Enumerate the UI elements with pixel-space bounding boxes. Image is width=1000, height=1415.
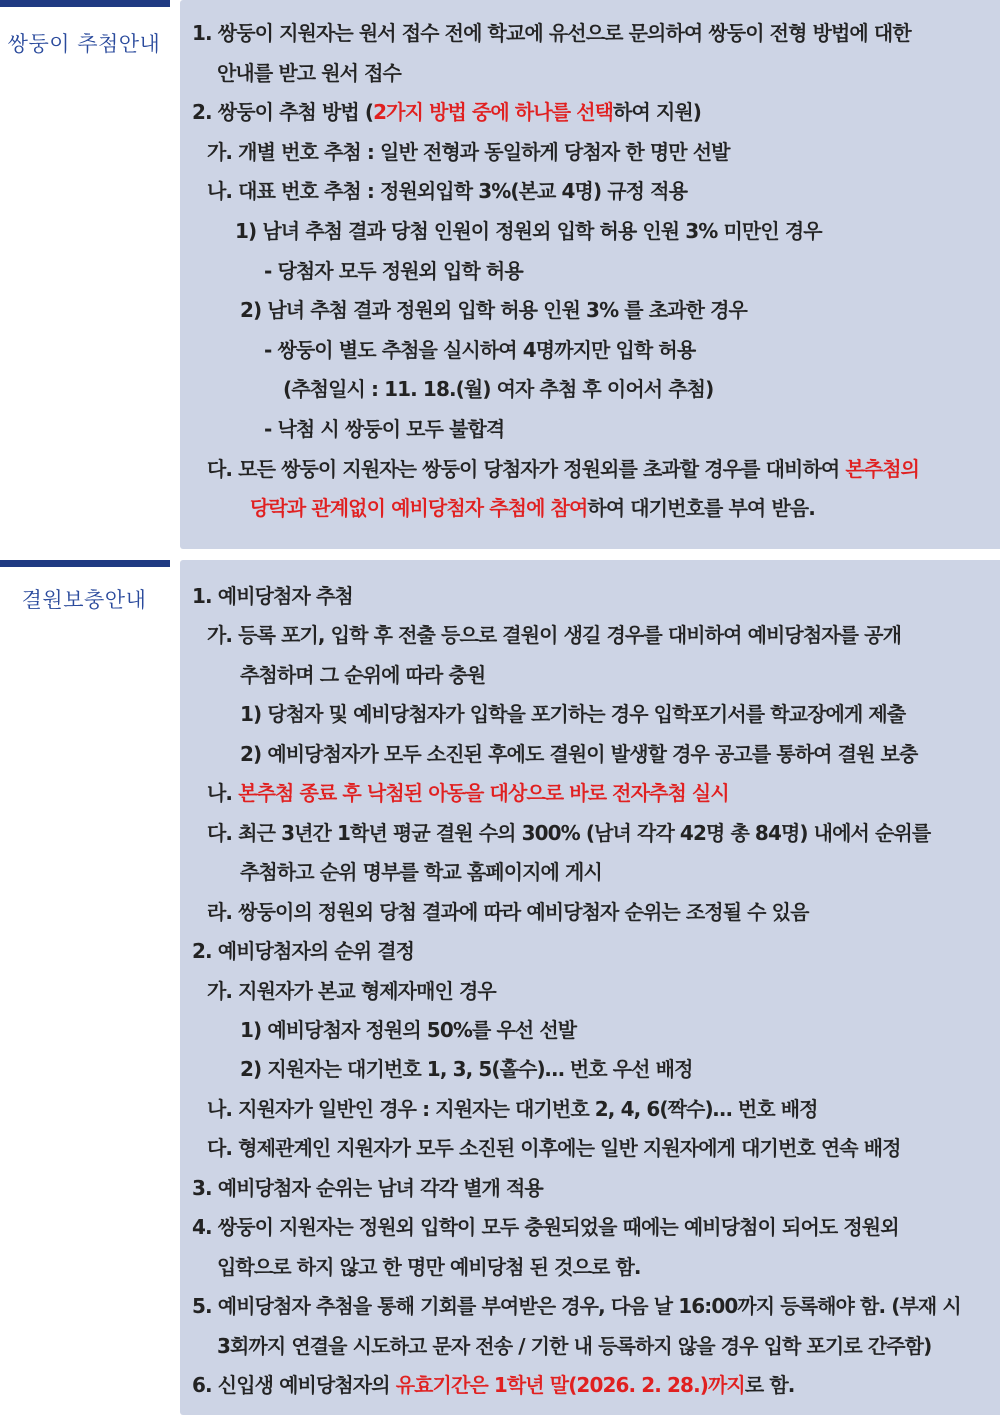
text-line: [207, 898, 809, 926]
text-segment: 5. 예비당첨자 추첨을 통해 기회를 부여받은 경우, 다음 날 16:00까지 등록해야 함. (부재 시: [192, 1294, 961, 1318]
text-line: [207, 621, 901, 649]
text-line: [207, 138, 730, 166]
section-twin-lottery: [0, 0, 1000, 549]
text-line: [240, 661, 485, 689]
text-segment: - 낙첨 시 쌍둥이 모두 불합격: [264, 417, 505, 441]
section-content: [180, 0, 1000, 549]
text-line: [192, 1292, 961, 1320]
text-line: [192, 1174, 543, 1202]
text-segment: 다. 형제관계인 지원자가 모두 소진된 이후에는 일반 지원자에게 대기번호 연속 배정: [207, 1136, 901, 1160]
text-segment: 나. 지원자가 일반인 경우 : 지원자는 대기번호 2, 4, 6(짝수)… 번호 배정: [207, 1097, 818, 1121]
section-label: 결원보충안내: [21, 588, 147, 612]
text-line: [207, 977, 496, 1005]
text-line: [264, 336, 695, 364]
text-line: [240, 858, 602, 886]
text-line: [192, 98, 701, 126]
text-line: [240, 296, 747, 324]
text-segment: 추첨하고 순위 명부를 학교 홈페이지에 게시: [240, 860, 602, 884]
text-line: [207, 455, 919, 483]
text-segment: 입학으로 하지 않고 한 명만 예비당첨 된 것으로 함.: [217, 1255, 641, 1279]
text-line: [235, 217, 822, 245]
section-content: [180, 560, 1000, 1415]
section-vacancy-fill: [0, 560, 1000, 1415]
text-segment: 2) 지원자는 대기번호 1, 3, 5(홀수)… 번호 우선 배정: [240, 1057, 693, 1081]
text-segment: 3회까지 연결을 시도하고 문자 전송 / 기한 내 등록하지 않을 경우 입학 포기로 간주함): [217, 1334, 932, 1358]
text-segment: 4. 쌍둥이 지원자는 정원외 입학이 모두 충원되었을 때에는 예비당첨이 되어도 정원외: [192, 1215, 899, 1239]
text-segment: 가. 개별 번호 추첨 : 일반 전형과 동일하게 당첨자 한 명만 선발: [207, 140, 730, 164]
text-line: [217, 1332, 931, 1360]
text-line: [264, 257, 523, 285]
text-segment: 라. 쌍둥이의 정원외 당첨 결과에 따라 예비당첨자 순위는 조정될 수 있음: [207, 900, 809, 924]
text-line: [240, 740, 917, 768]
text-line: [192, 1213, 899, 1241]
text-segment: 안내를 받고 원서 접수: [217, 61, 401, 85]
highlight-text: 당락과 관계없이 예비당첨자 추첨에 참여: [250, 496, 588, 520]
text-line: [283, 375, 713, 403]
text-segment: 3. 예비당첨자 순위는 남녀 각각 별개 적용: [192, 1176, 543, 1200]
text-line: [207, 1095, 818, 1123]
text-segment: 하여 지원): [613, 100, 702, 124]
text-segment: 다. 최근 3년간 1학년 평균 결원 수의 300% (남녀 각각 42명 총 84명) 내에서 순위를: [207, 821, 931, 845]
highlight-text: 본추첨 종료 후 낙첨된 아동을 대상으로 바로 전자추첨 실시: [238, 781, 729, 805]
text-segment: - 당첨자 모두 정원외 입학 허용: [264, 259, 523, 283]
text-segment: 1. 쌍둥이 지원자는 원서 접수 전에 학교에 유선으로 문의하여 쌍둥이 전형 방법에 대한: [192, 21, 911, 45]
text-line: [207, 177, 687, 205]
text-segment: 나.: [207, 781, 239, 805]
text-segment: 2) 예비당첨자가 모두 소진된 후에도 결원이 발생할 경우 공고를 통하여 결원 보충: [240, 742, 918, 766]
section-label-bar: [0, 560, 170, 567]
text-segment: 2. 예비당첨자의 순위 결정: [192, 939, 415, 963]
text-segment: 다. 모든 쌍둥이 지원자는 쌍둥이 당첨자가 정원외를 초과할 경우를 대비하여: [207, 457, 846, 481]
highlight-text: 2가지 방법 중에 하나를 선택: [373, 100, 614, 124]
section-label: 쌍둥이 추첨안내: [7, 32, 161, 56]
text-line: [240, 1055, 693, 1083]
text-segment: 가. 지원자가 본교 형제자매인 경우: [207, 979, 496, 1003]
text-segment: 6. 신입생 예비당첨자의: [192, 1373, 396, 1397]
text-line: [207, 1134, 901, 1162]
text-segment: (추첨일시 : 11. 18.(월) 여자 추첨 후 이어서 추첨): [283, 377, 714, 401]
text-line: [192, 937, 414, 965]
text-segment: 2) 남녀 추첨 결과 정원외 입학 허용 인원 3% 를 초과한 경우: [240, 298, 747, 322]
highlight-text: 유효기간은 1학년 말(2026. 2. 28.)까지: [395, 1373, 745, 1397]
text-line: [207, 779, 729, 807]
text-line: [250, 494, 815, 522]
text-line: [192, 19, 911, 47]
text-segment: 나. 대표 번호 추첨 : 정원외입학 3%(본교 4명) 규정 적용: [207, 179, 687, 203]
text-segment: 가. 등록 포기, 입학 후 전출 등으로 결원이 생길 경우를 대비하여 예비당첨자를 공개: [207, 623, 902, 647]
text-segment: 1. 예비당첨자 추첨: [192, 584, 353, 608]
text-line: [217, 59, 401, 87]
text-line: [207, 819, 930, 847]
highlight-text: 본추첨의: [845, 457, 920, 481]
text-line: [264, 415, 504, 443]
text-segment: 추첨하며 그 순위에 따라 충원: [240, 663, 486, 687]
text-segment: - 쌍둥이 별도 추첨을 실시하여 4명까지만 입학 허용: [264, 338, 696, 362]
text-segment: 하여 대기번호를 부여 받음.: [587, 496, 815, 520]
text-segment: 1) 남녀 추첨 결과 당첨 인원이 정원외 입학 허용 인원 3% 미만인 경우: [235, 219, 822, 243]
text-segment: 1) 당첨자 및 예비당첨자가 입학을 포기하는 경우 입학포기서를 학교장에게 제출: [240, 702, 906, 726]
text-line: [240, 700, 905, 728]
text-line: [192, 1371, 794, 1399]
text-line: [240, 1016, 576, 1044]
text-segment: 1) 예비당첨자 정원의 50%를 우선 선발: [240, 1018, 577, 1042]
section-label-bar: [0, 0, 170, 7]
text-segment: 로 함.: [744, 1373, 795, 1397]
text-line: [217, 1253, 641, 1281]
text-segment: 2. 쌍둥이 추첨 방법 (: [192, 100, 374, 124]
text-line: [192, 582, 353, 610]
